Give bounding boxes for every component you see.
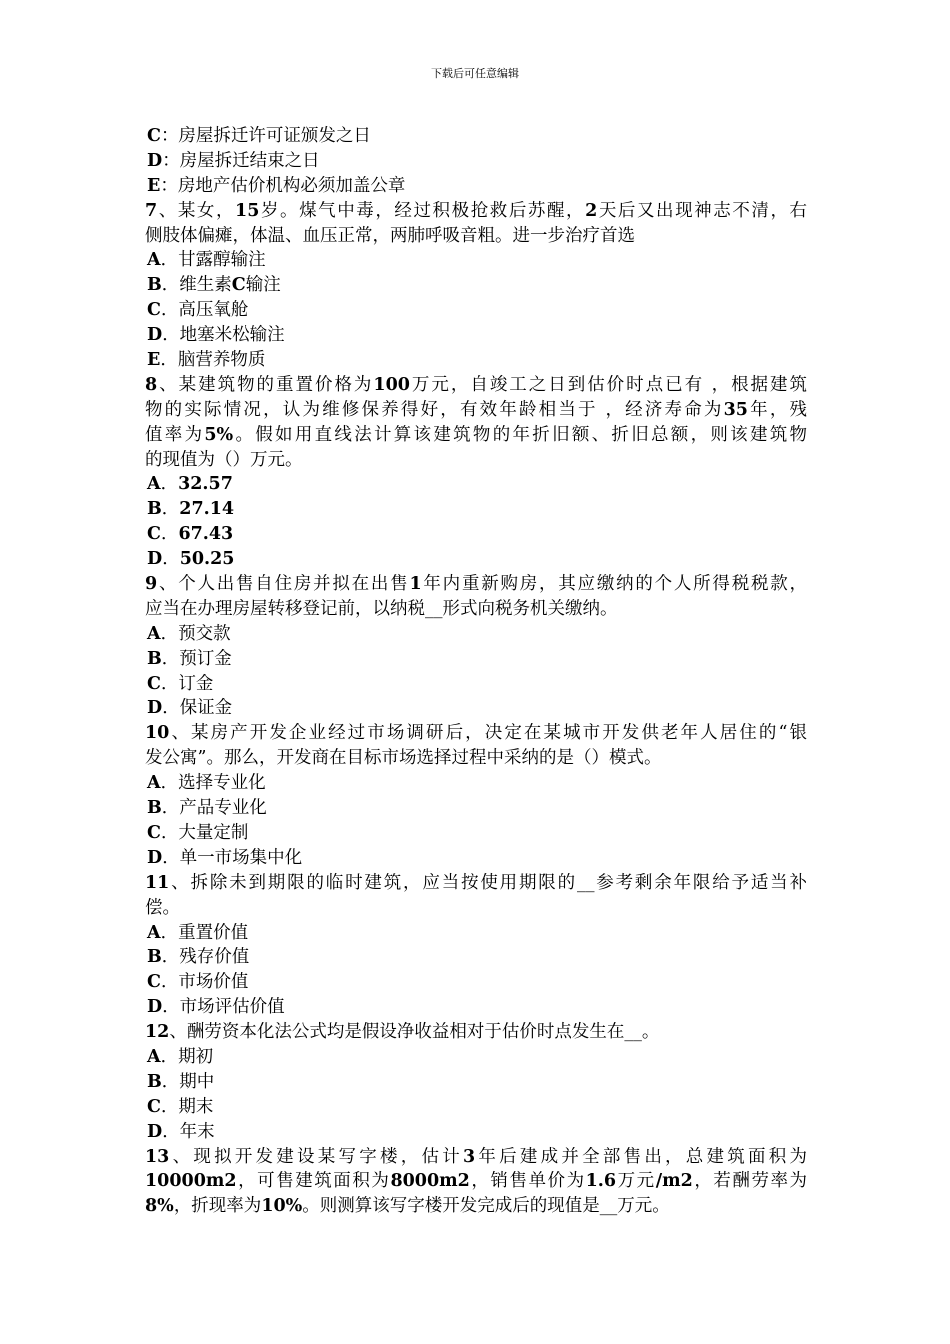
answer-option: C．大量定制 (147, 822, 249, 843)
question-line: 发公寓”。那么，开发商在目标市场选择过程中采纳的是（）模式。 (145, 748, 662, 769)
question-line: 物的实际情况，认为维修保养得好，有效年龄相当于 ，经济寿命为35年，残 (145, 399, 808, 420)
question-line: 值率为5%。假如用直线法计算该建筑物的年折旧额、折旧总额，则该建筑物 (145, 424, 808, 445)
answer-option: C．订金 (147, 673, 214, 694)
answer-option: A．选择专业化 (147, 773, 266, 794)
question-line: 13、现拟开发建设某写字楼，估计3年后建成并全部售出，总建筑面积为 (145, 1146, 808, 1167)
answer-option: B．残存价值 (147, 947, 250, 968)
answer-option: D．年末 (147, 1121, 215, 1142)
question-line: 7、某女，15岁。煤气中毒，经过积极抢救后苏醒，2天后又出现神志不清，右 (145, 200, 808, 221)
answer-option: E：房地产估价机构必须加盖公章 (147, 175, 406, 196)
document-body (145, 124, 807, 1219)
question-line: 侧肢体偏瘫，体温、血压正常，两肺呼吸音粗。进一步治疗首选 (145, 225, 635, 246)
question-line: 应当在办理房屋转移登记前，以纳税__形式向税务机关缴纳。 (145, 598, 618, 619)
question-line: 偿。 (145, 897, 180, 918)
question-line: 的现值为（）万元。 (145, 449, 303, 470)
question-line: 12、酬劳资本化法公式均是假设净收益相对于估价时点发生在__。 (145, 1022, 660, 1043)
answer-option: B．期中 (147, 1071, 215, 1092)
page-header: 下载后可任意编辑 (431, 67, 519, 80)
answer-option: D．地塞米松输注 (147, 325, 285, 346)
question-line: 8、某建筑物的重置价格为100万元，自竣工之日到估价时点已有 ，根据建筑 (145, 374, 808, 395)
answer-option: A．32.57 (147, 474, 233, 495)
question-line: 8%，折现率为10%。则测算该写字楼开发完成后的现值是__万元。 (145, 1196, 670, 1217)
answer-option: A．重置价值 (147, 922, 249, 943)
answer-option: B．27.14 (147, 499, 235, 520)
question-line: 10、某房产开发企业经过市场调研后，决定在某城市开发供老年人居住的“银 (145, 723, 807, 744)
answer-option: C．市场价值 (147, 972, 249, 993)
answer-option: C．67.43 (147, 524, 234, 545)
answer-option: C．高压氧舱 (147, 300, 249, 321)
answer-option: D．市场评估价值 (147, 997, 285, 1018)
question-line: 10000m2，可售建筑面积为8000m2，销售单价为1.6万元/m2，若酬劳率为 (145, 1171, 808, 1192)
answer-option: B．预订金 (147, 648, 232, 669)
answer-option: E．脑营养物质 (147, 350, 266, 371)
question-line: 9、个人出售自住房并拟在出售1年内重新购房，其应缴纳的个人所得税税款， (145, 574, 808, 595)
answer-option: D：房屋拆迁结束之日 (147, 150, 320, 171)
answer-option: A．预交款 (147, 623, 231, 644)
answer-option: D．保证金 (147, 698, 233, 719)
answer-option: C．期末 (147, 1096, 214, 1117)
answer-option: A．期初 (147, 1046, 214, 1067)
answer-option: A．甘露醇输注 (147, 250, 266, 271)
answer-option: D．单一市场集中化 (147, 847, 303, 868)
answer-option: C：房屋拆迁许可证颁发之日 (147, 126, 371, 146)
question-line: 11、拆除未到期限的临时建筑，应当按使用期限的__参考剩余年限给予适当补 (145, 872, 807, 893)
answer-option: B．维生素C输注 (147, 275, 281, 296)
answer-option: D．50.25 (147, 549, 235, 570)
answer-option: B．产品专业化 (147, 798, 267, 819)
